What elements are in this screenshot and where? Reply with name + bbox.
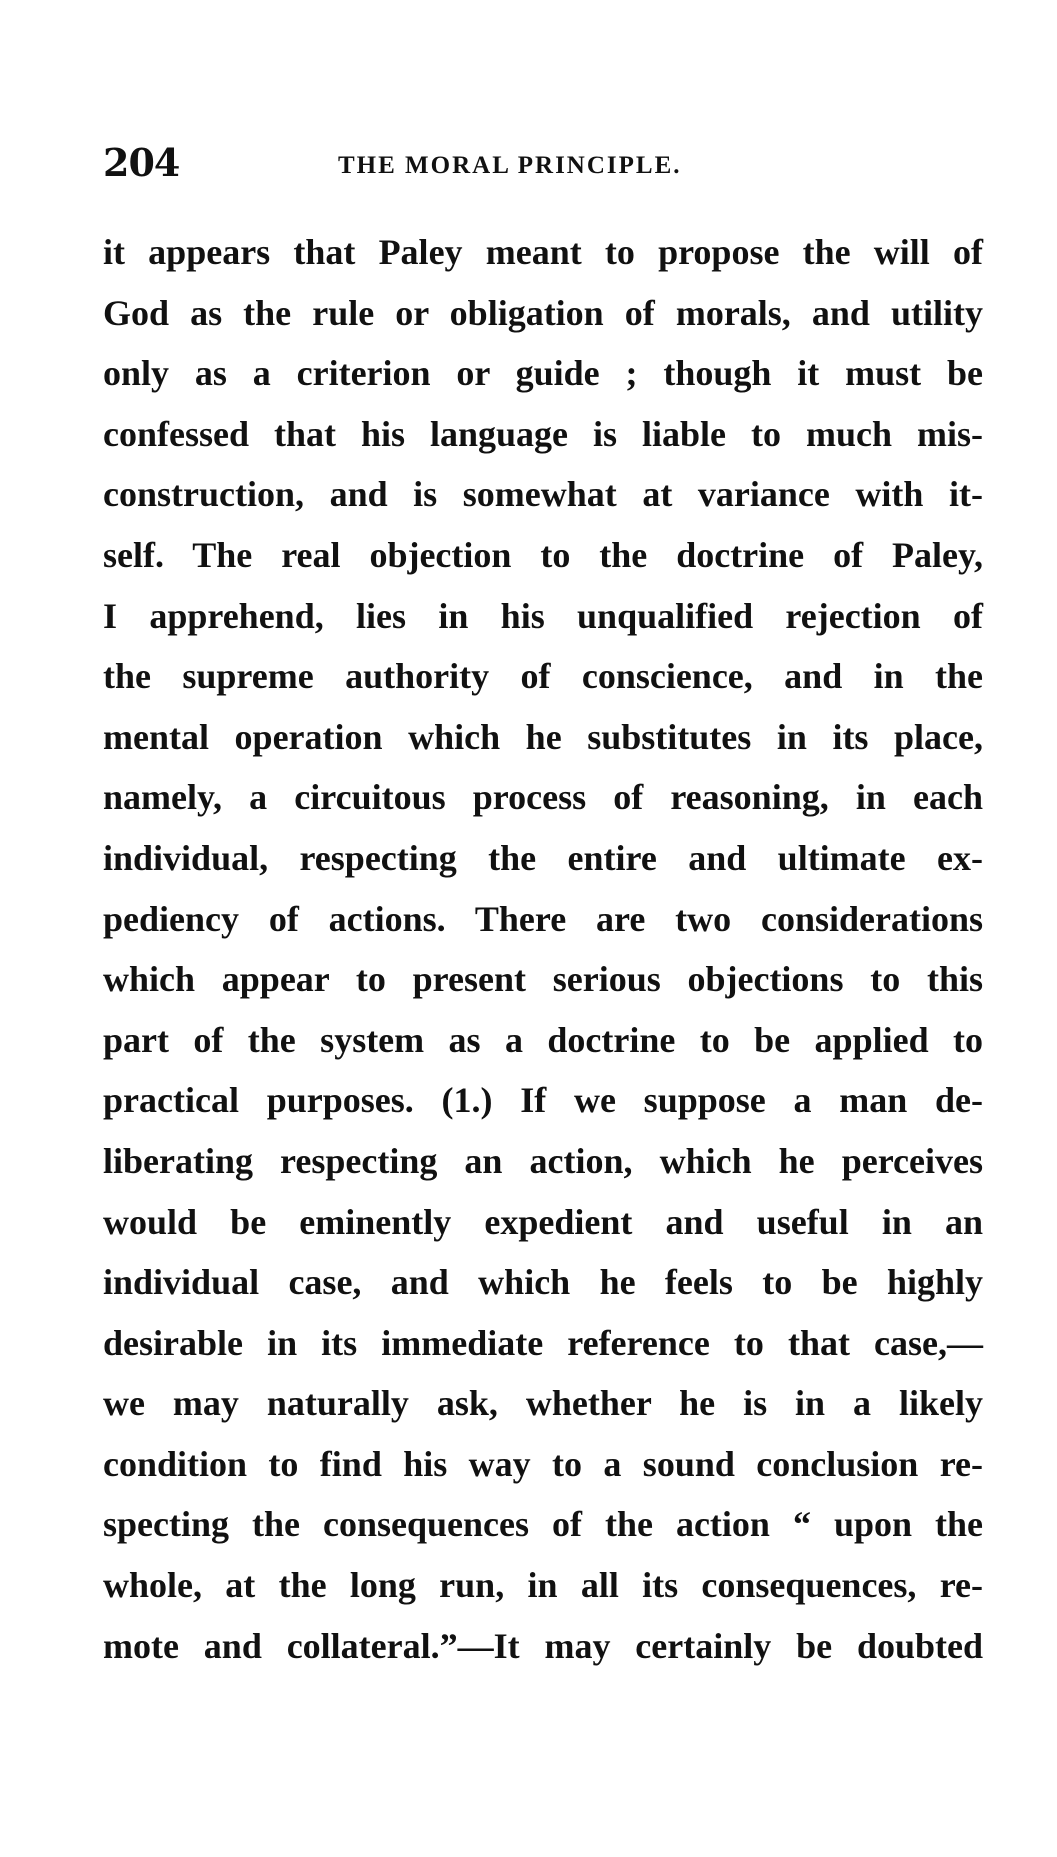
text-line: confessed that his language is liable to much mis- [103, 413, 983, 454]
text-line: only as a criterion or guide ; though it must be [103, 353, 983, 394]
text-line: part of the system as a doctrine to be applied to [103, 1019, 983, 1060]
text-line: whole, at the long run, in all its consequences, re- [103, 1565, 983, 1606]
text-line: self. The real objection to the doctrine of Paley, [103, 534, 983, 575]
text-line: God as the rule or obligation of morals, and utility [103, 292, 983, 333]
text-line: mote and collateral.”—It may certainly be doubted [103, 1625, 983, 1666]
text-line: mental operation which he substitutes in its place, [103, 716, 983, 757]
page-number: 204 [103, 140, 180, 185]
text-line: individual, respecting the entire and ultimate ex- [103, 837, 983, 878]
running-head [103, 140, 983, 184]
text-line: construction, and is somewhat at variance with it- [103, 474, 983, 515]
text-line: condition to find his way to a sound conclusion re- [103, 1443, 983, 1484]
text-line: I apprehend, lies in his unqualified rejection of [103, 595, 983, 636]
body-text [103, 222, 983, 1676]
text-line: specting the consequences of the action “ upon the [103, 1504, 983, 1545]
text-line: desirable in its immediate reference to that case,— [103, 1322, 983, 1363]
text-line: practical purposes. (1.) If we suppose a man de- [103, 1080, 983, 1121]
text-line: we may naturally ask, whether he is in a likely [103, 1383, 983, 1424]
running-title: THE MORAL PRINCIPLE. [338, 152, 682, 179]
text-line: would be eminently expedient and useful in an [103, 1201, 983, 1242]
text-line: pediency of actions. There are two considerations [103, 898, 983, 939]
text-line: liberating respecting an action, which he perceives [103, 1140, 983, 1181]
text-line: which appear to present serious objections to this [103, 959, 983, 1000]
text-line: individual case, and which he feels to be highly [103, 1262, 983, 1303]
text-line: it appears that Paley meant to propose the will of [103, 232, 983, 272]
text-line: the supreme authority of conscience, and in the [103, 656, 983, 697]
text-line: namely, a circuitous process of reasoning, in each [103, 777, 983, 818]
